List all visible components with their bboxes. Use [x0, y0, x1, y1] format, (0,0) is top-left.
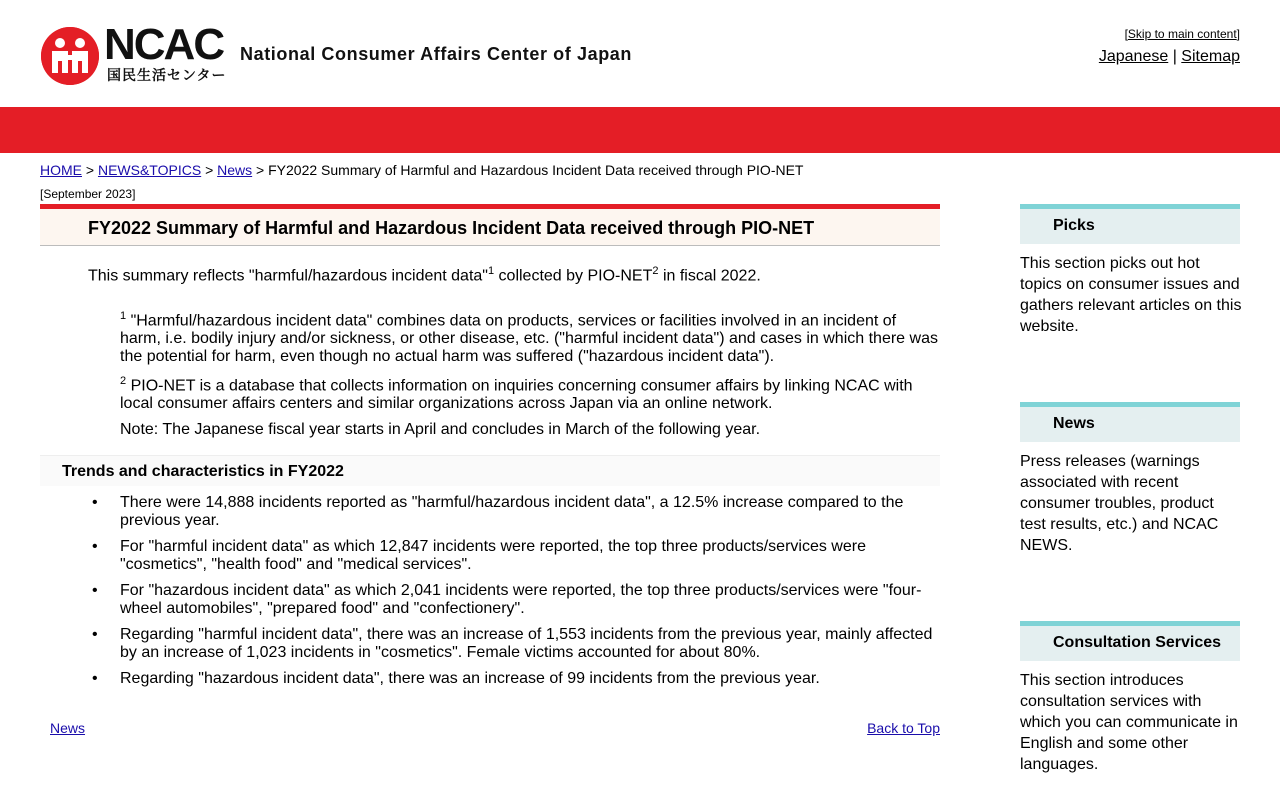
breadcrumb-separator: > — [85, 162, 95, 178]
footnote-ref-1: 1 — [487, 265, 495, 277]
bullet-icon: • — [92, 494, 98, 511]
logo-japanese-text: 国民生活センター — [107, 67, 227, 83]
header-links: Japanese | Sitemap — [1098, 48, 1240, 65]
list-item — [40, 494, 940, 530]
footnote-ref-2: 2 — [652, 265, 659, 277]
sidebar-consultation-title[interactable]: Consultation Services — [1053, 634, 1222, 651]
breadcrumb-separator: > — [205, 162, 214, 178]
trends-heading: Trends and characteristics in FY2022 — [62, 463, 344, 480]
back-to-top-link[interactable]: Back to Top — [867, 720, 940, 736]
breadcrumb-separator: > — [256, 162, 265, 178]
list-item-text: Regarding "harmful incident data", there was an increase of 1,553 incidents from the previous year, mainly affected by an increase of 1,023 incidents in "cosmetics". Female victims accounted for about 80%. — [120, 626, 933, 661]
breadcrumb — [40, 162, 803, 178]
breadcrumb-news-link[interactable]: News — [217, 162, 253, 178]
footer-news-link[interactable]: News — [50, 720, 86, 736]
sidebar-consultation-header[interactable] — [1020, 621, 1240, 661]
list-item — [40, 538, 940, 574]
japanese-link[interactable]: Japanese — [1098, 48, 1169, 65]
sidebar-news-description: Press releases (warnings associated with recent consumer troubles, product test results, etc.) and NCAC NEWS. — [1020, 453, 1219, 554]
footnote-1-number: 1 — [120, 310, 127, 322]
trends-list — [40, 494, 940, 696]
sidebar-picks-title[interactable]: Picks — [1053, 217, 1095, 234]
list-item-text: There were 14,888 incidents reported as "harmful/hazardous incident data", a 12.5% increase compared to the previous year. — [120, 494, 904, 529]
footnote-1 — [120, 307, 940, 366]
list-item-text: For "harmful incident data" as which 12,847 incidents were reported, the top three products/services were "cosmetics", "health food" and "medical services". — [120, 538, 866, 573]
page-title: FY2022 Summary of Harmful and Hazardous Incident Data received through PIO-NET — [88, 218, 815, 238]
people-logo-icon — [41, 27, 99, 85]
footnote-2 — [120, 372, 940, 413]
skip-link-wrapper: [Skip to main content] — [1124, 27, 1240, 41]
list-item — [40, 582, 940, 618]
bullet-icon: • — [92, 582, 98, 599]
intro-text-c: in fiscal 2022. — [658, 267, 761, 285]
intro-paragraph — [88, 265, 761, 285]
intro-text-a: This summary reflects "harmful/hazardous incident data" — [88, 267, 488, 285]
sidebar-news-title[interactable]: News — [1053, 415, 1095, 432]
breadcrumb-current: FY2022 Summary of Harmful and Hazardous Incident Data received through PIO-NET — [268, 162, 804, 178]
skip-to-main-link[interactable]: Skip to main content — [1127, 27, 1237, 41]
footnote-1-text: "Harmful/hazardous incident data" combines data on products, services or facilities involved in an incident of harm, i.e. bodily injury and/or sickness, or other disease, etc. ("harmful incident data") and cases in which there was the potential for harm, even though no actual harm was suffered ("hazardous incident data"). — [120, 312, 938, 366]
bullet-icon: • — [92, 626, 98, 643]
list-item — [40, 670, 940, 688]
header-red-band — [0, 107, 1280, 153]
bullet-icon: • — [92, 538, 98, 555]
breadcrumb-news-topics-link[interactable]: NEWS&TOPICS — [97, 162, 202, 178]
sidebar-picks-description: This section picks out hot topics on consumer issues and gathers relevant articles on this website. — [1020, 255, 1242, 335]
sidebar-picks-header[interactable] — [1020, 204, 1240, 244]
sitemap-link[interactable]: Sitemap — [1181, 48, 1240, 65]
intro-text-b: collected by PIO-NET — [494, 267, 653, 285]
list-item — [40, 626, 940, 662]
fiscal-year-note: Note: The Japanese fiscal year starts in April and concludes in March of the following year. — [120, 421, 761, 438]
list-item-text: Regarding "hazardous incident data", there was an increase of 99 incidents from the previous year. — [120, 670, 820, 687]
bullet-icon: • — [92, 670, 98, 687]
site-name: National Consumer Affairs Center of Japan — [240, 44, 632, 64]
footnote-2-text: PIO-NET is a database that collects information on inquiries concerning consumer affairs by linking NCAC with local consumer affairs centers and similar organizations across Japan via an online network. — [120, 377, 913, 413]
logo-mark-icon[interactable] — [41, 27, 99, 85]
sidebar-consultation-description: This section introduces consultation services with which you can communicate in English and some other languages. — [1020, 672, 1238, 773]
footnote-2-number: 2 — [120, 375, 127, 387]
breadcrumb-home-link[interactable]: HOME — [40, 162, 82, 178]
article-date: [September 2023] — [40, 187, 136, 201]
logo-wordmark[interactable]: NCAC — [104, 20, 224, 69]
list-item-text: For "hazardous incident data" as which 2,041 incidents were reported, the top three products/services were "four-wheel automobiles", "prepared food" and "confectionery". — [120, 582, 922, 617]
sidebar-news-header[interactable] — [1020, 402, 1240, 442]
